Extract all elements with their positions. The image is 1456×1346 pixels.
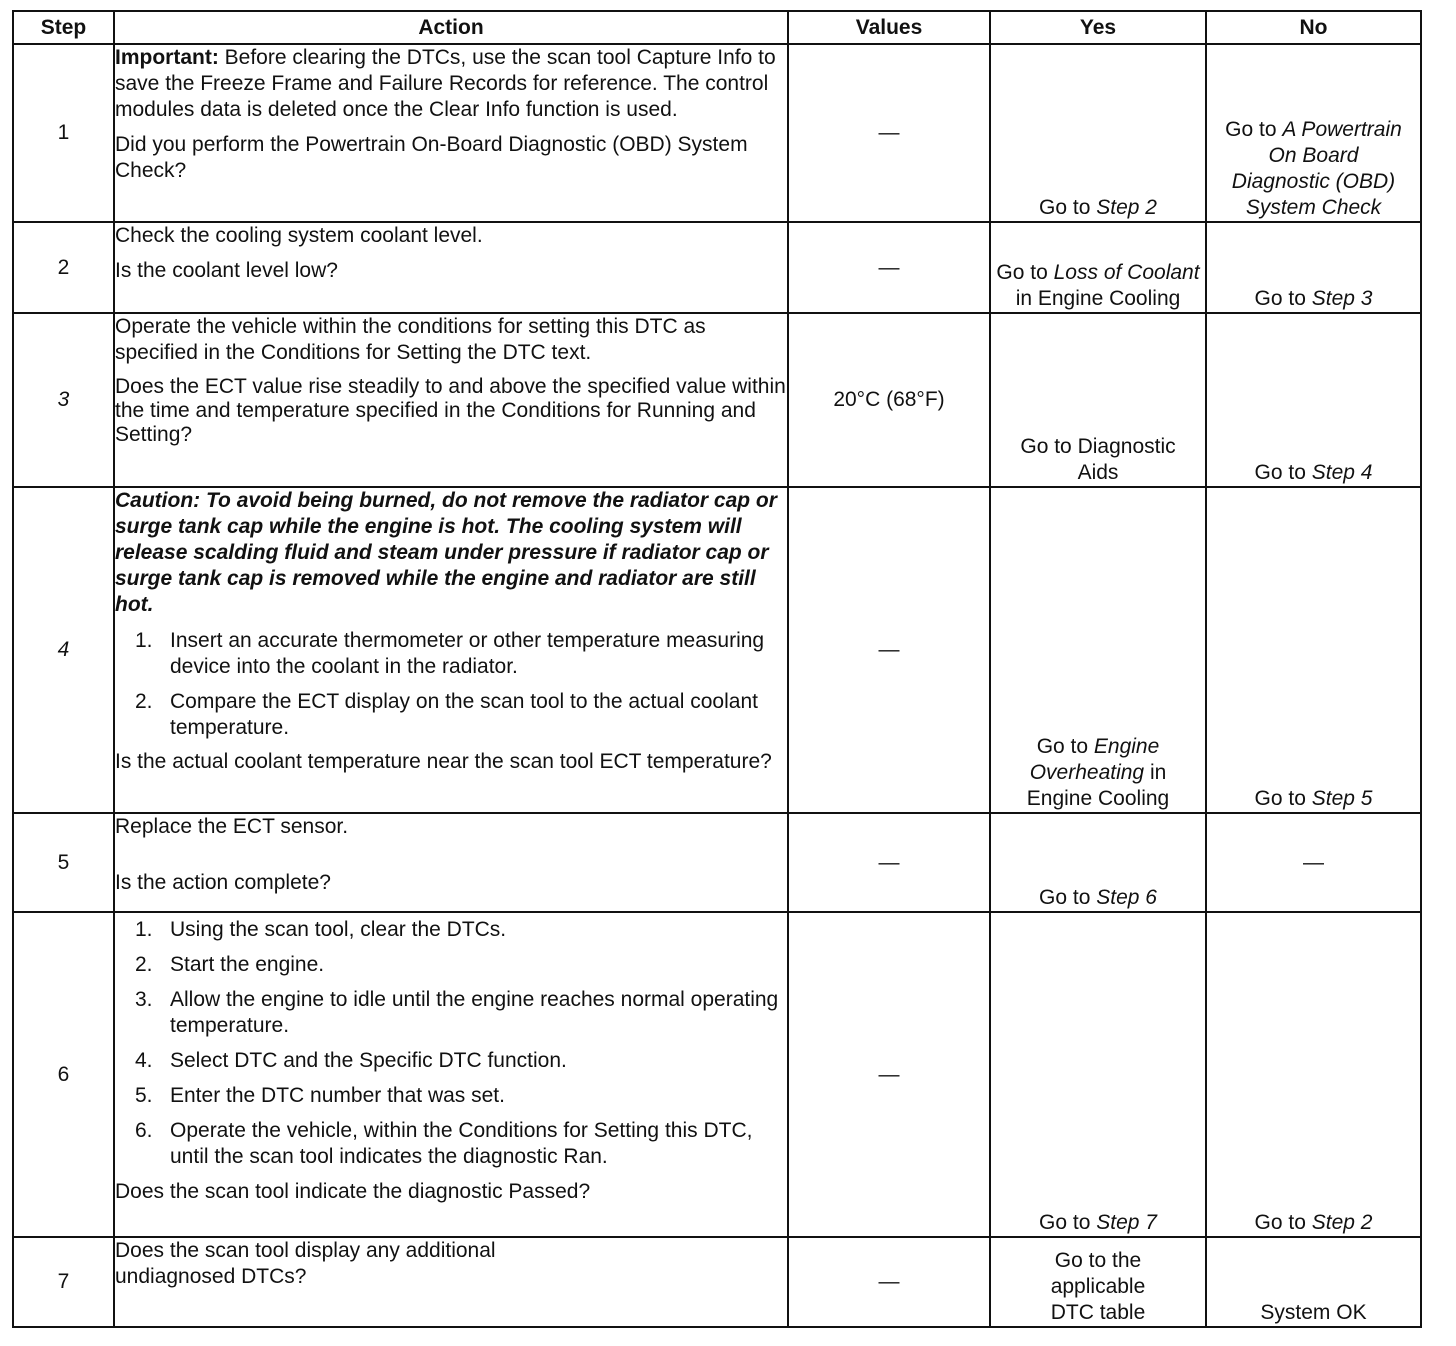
value-cell: — [788,1237,990,1327]
list-item-text: Allow the engine to idle until the engine reaches normal operating temperature. [170,988,779,1037]
question: Does the scan tool display any additional undiagnosed DTCs? [115,1239,496,1288]
yes-link[interactable]: Engine Overheating [1029,735,1160,784]
no-cell [1206,222,1421,313]
action-cell [114,44,788,222]
caution-text: Caution: To avoid being burned, do not remove the radiator cap or surge tank cap while the engine is hot. The cooling system will release scalding fluid and steam under pressure if radiator cap or surge tank cap is removed while the engine and radiator are still hot. [115,489,777,616]
step-number: 6 [13,912,114,1237]
action-cell [114,813,788,912]
no-prefix: Go to [1254,287,1312,310]
procedure-list [115,917,787,1170]
yes-cell [990,313,1206,487]
yes-cell [990,487,1206,813]
important-label: Important: [115,46,219,69]
yes-cell [990,813,1206,912]
diagnostic-table [12,10,1422,1328]
yes-text: Go to Diagnostic Aids [1020,435,1176,484]
list-item-text: Using the scan tool, clear the DTCs. [170,918,507,941]
yes-cell [990,44,1206,222]
list-item: 1. Insert an accurate thermometer or other temperature measuring device into the coolant in the radiator. [135,629,765,678]
value-cell: — [788,813,990,912]
no-link[interactable]: Step 3 [1311,287,1373,310]
header-values: Values [788,11,990,44]
value-cell: — [788,487,990,813]
question: Is the coolant level low? [115,259,338,282]
table-row [13,1237,1421,1327]
action-cell [114,1237,788,1327]
list-item-text: Enter the DTC number that was set. [170,1084,505,1107]
step-number: 1 [13,44,114,222]
action-text: Operate the vehicle within the conditions for setting this DTC as specified in the Conditions for Setting the DTC text. [115,315,706,364]
list-item: 2. Start the engine. [135,953,325,976]
procedure-list [115,628,787,741]
table-row [13,313,1421,487]
no-prefix: Go to [1254,1211,1312,1234]
no-link[interactable]: Step 5 [1311,787,1373,810]
list-item: 2. Compare the ECT display on the scan tool to the actual coolant temperature. [135,690,758,739]
yes-prefix: Go to [996,261,1054,284]
table-row [13,487,1421,813]
table-row [13,222,1421,313]
no-link[interactable]: A Powertrain On Board Diagnostic (OBD) System Check [1231,118,1402,219]
no-cell [1206,912,1421,1237]
no-cell: — [1206,813,1421,912]
yes-suffix: in Engine Cooling [1015,287,1181,310]
step-number: 7 [13,1237,114,1327]
no-cell [1206,487,1421,813]
no-cell [1206,44,1421,222]
yes-link[interactable]: Step 2 [1096,196,1157,219]
step-number: 2 [13,222,114,313]
action-cell [114,313,788,487]
question: Does the ECT value rise steadily to and above the specified value within the time and temperature specified in the Conditions for Running and Setting? [115,375,786,446]
yes-text: Go to the applicable DTC table [1050,1249,1146,1324]
list-item: 4. Select DTC and the Specific DTC function. [135,1049,567,1072]
list-item: 6. Operate the vehicle, within the Conditions for Setting this DTC, until the scan tool indicates the diagnostic Ran. [135,1119,753,1168]
yes-cell [990,1237,1206,1327]
step-number: 3 [13,313,114,487]
action-cell [114,912,788,1237]
action-text: Check the cooling system coolant level. [115,224,483,247]
yes-cell [990,912,1206,1237]
yes-prefix: Go to [1039,886,1097,909]
question: Is the actual coolant temperature near the scan tool ECT temperature? [115,750,772,773]
no-prefix: Go to [1254,787,1312,810]
yes-link[interactable]: Step 6 [1096,886,1157,909]
step-number: 5 [13,813,114,912]
header-yes: Yes [990,11,1206,44]
header-no: No [1206,11,1421,44]
question: Does the scan tool indicate the diagnostic Passed? [115,1180,591,1203]
no-prefix: Go to [1254,461,1312,484]
list-item-text: Select DTC and the Specific DTC function. [170,1049,567,1072]
header-action: Action [114,11,788,44]
no-link[interactable]: Step 4 [1311,461,1373,484]
yes-link[interactable]: Step 7 [1096,1211,1157,1234]
no-cell: System OK [1206,1237,1421,1327]
table-row [13,44,1421,222]
header-row [13,11,1421,44]
list-item: 1. Using the scan tool, clear the DTCs. [135,918,507,941]
list-item: 3. Allow the engine to idle until the engine reaches normal operating temperature. [135,988,779,1037]
yes-prefix: Go to [1039,196,1097,219]
important-note [115,45,787,123]
list-item: 5. Enter the DTC number that was set. [135,1084,505,1107]
table-row [13,912,1421,1237]
list-item-text: Insert an accurate thermometer or other temperature measuring device into the coolant in the radiator. [170,629,765,678]
list-item-text: Operate the vehicle, within the Conditions for Setting this DTC, until the scan tool indicates the diagnostic Ran. [170,1119,753,1168]
no-cell [1206,313,1421,487]
value-cell: — [788,44,990,222]
list-item-text: Start the engine. [170,953,325,976]
no-link[interactable]: Step 2 [1311,1211,1373,1234]
table-row [13,813,1421,912]
yes-cell [990,222,1206,313]
question: Did you perform the Powertrain On-Board Diagnostic (OBD) System Check? [115,133,748,182]
step-number: 4 [13,487,114,813]
yes-link[interactable]: Loss of Coolant [1053,261,1200,284]
value-cell: 20°C (68°F) [788,313,990,487]
action-cell [114,487,788,813]
action-text: Replace the ECT sensor. [115,815,349,838]
yes-prefix: Go to [1036,735,1094,758]
header-step: Step [13,11,114,44]
no-prefix: Go to [1225,118,1283,141]
action-cell [114,222,788,313]
list-item-text: Compare the ECT display on the scan tool to the actual coolant temperature. [170,690,758,739]
yes-suffix: in Engine Cooling [1026,761,1170,810]
question: Is the action complete? [115,871,331,894]
yes-prefix: Go to [1039,1211,1097,1234]
value-cell: — [788,222,990,313]
important-text: Before clearing the DTCs, use the scan tool Capture Info to save the Freeze Frame and Failure Records for reference. The control modules data is deleted once the Clear Info function is used. [115,46,776,121]
value-cell: — [788,912,990,1237]
